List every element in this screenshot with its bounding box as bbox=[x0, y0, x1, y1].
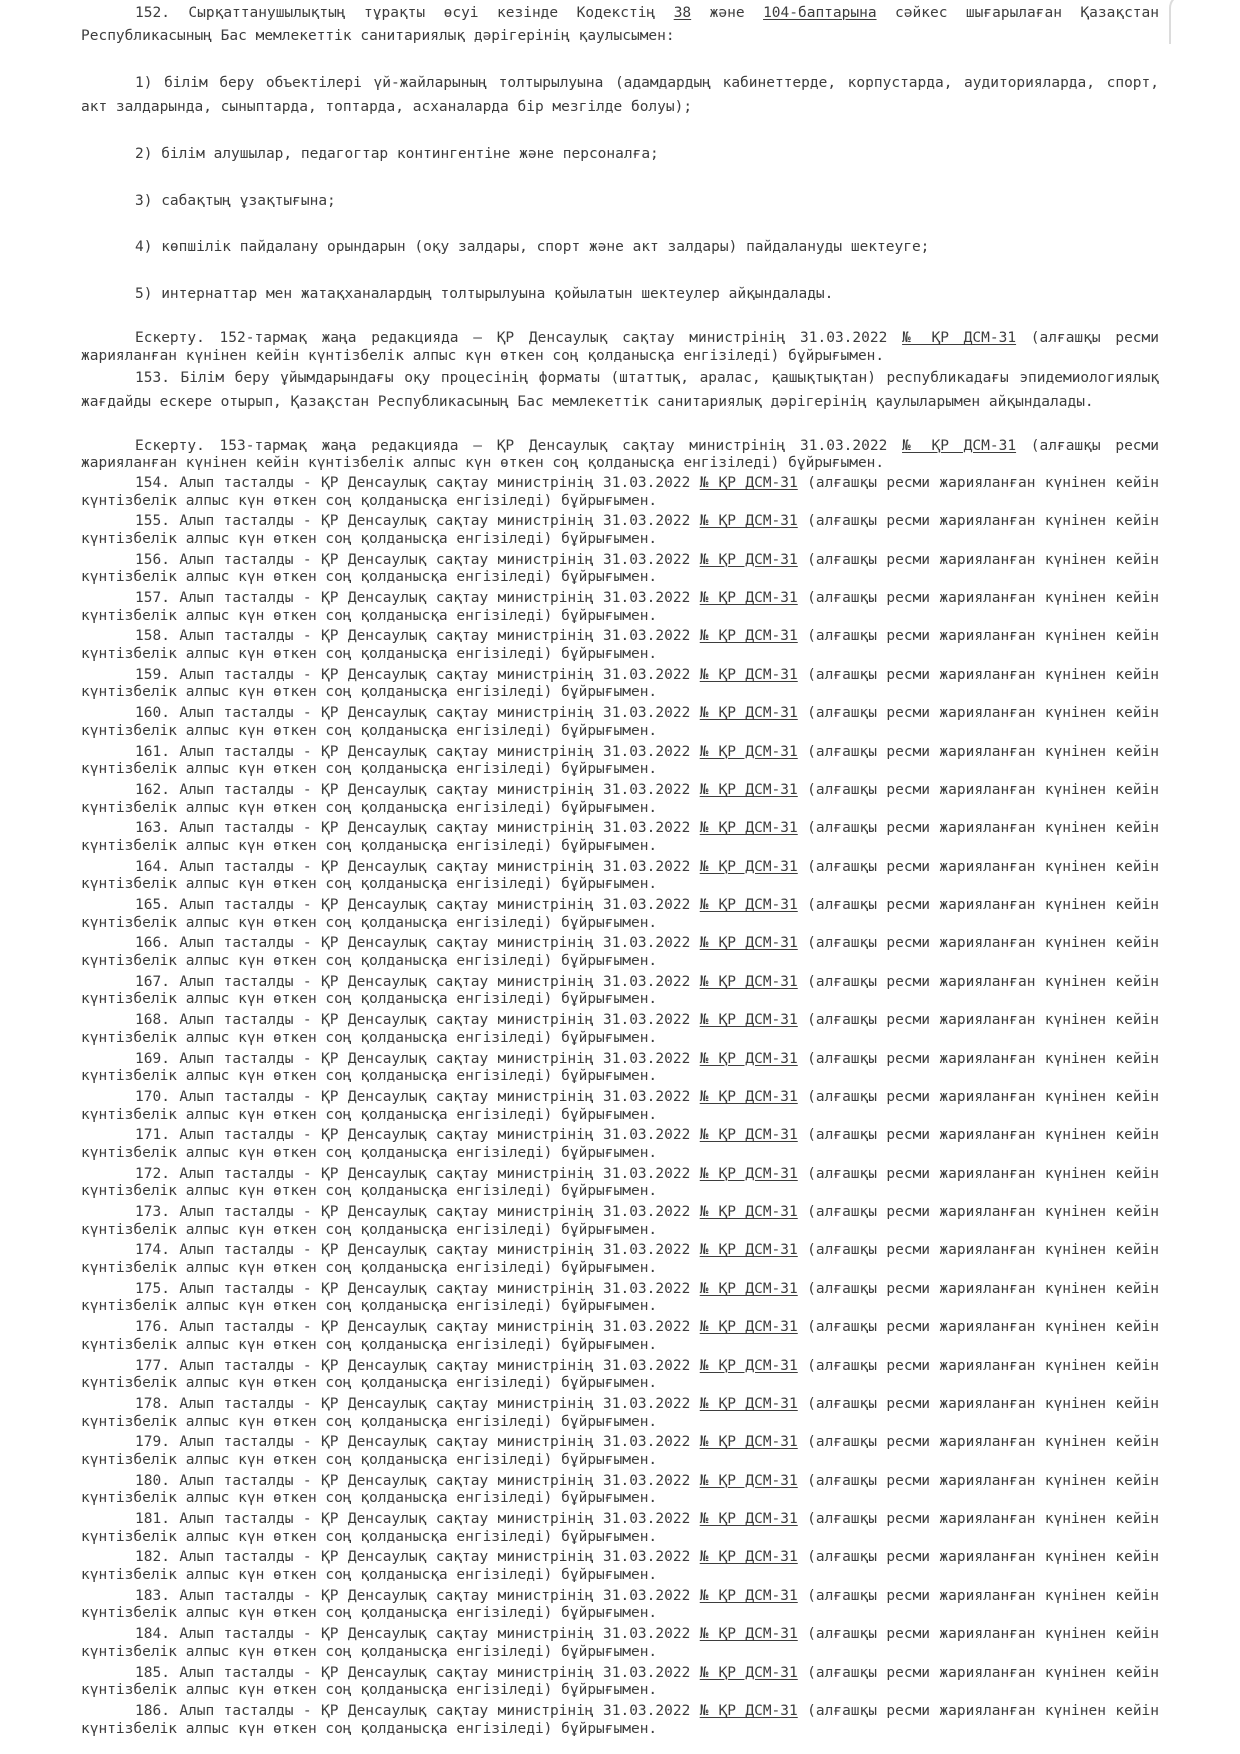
order-dsm-31-link[interactable]: № ҚР ДСМ-31 bbox=[699, 1664, 798, 1681]
paragraph-text: 155. Алып тасталды - ҚР Денсаулық сақтау министрінің 31.03.2022 bbox=[135, 513, 700, 530]
deleted-item-175 bbox=[81, 1281, 1159, 1316]
deleted-item-158 bbox=[81, 628, 1159, 663]
deleted-item-182 bbox=[81, 1549, 1159, 1584]
order-dsm-31-link[interactable]: № ҚР ДСМ-31 bbox=[699, 628, 798, 645]
order-dsm-31-link[interactable]: № ҚР ДСМ-31 bbox=[699, 858, 798, 875]
paragraph-text: 159. Алып тасталды - ҚР Денсаулық сақтау министрінің 31.03.2022 bbox=[135, 666, 700, 683]
paragraph-text: 181. Алып тасталды - ҚР Денсаулық сақтау министрінің 31.03.2022 bbox=[135, 1511, 700, 1528]
deleted-item-185 bbox=[81, 1665, 1159, 1700]
paragraph-text: 167. Алып тасталды - ҚР Денсаулық сақтау министрінің 31.03.2022 bbox=[135, 973, 700, 990]
deleted-item-155 bbox=[81, 513, 1159, 548]
paragraph-text: (алғашқы ресми жарияланған күнінен кейін күнтізбелік алпыс күн өткен соң қолданысқа енгізіледі) бұйрығымен. bbox=[81, 474, 1160, 509]
deleted-item-179 bbox=[81, 1434, 1159, 1469]
order-dsm-31-link[interactable]: № ҚР ДСМ-31 bbox=[699, 513, 798, 530]
order-dsm-31-link[interactable]: № ҚР ДСМ-31 bbox=[699, 1012, 798, 1029]
paragraph-text: (алғашқы ресми жарияланған күнінен кейін күнтізбелік алпыс күн өткен соң қолданысқа енгізіледі) бұйрығымен. bbox=[81, 1280, 1160, 1315]
order-dsm-31-link[interactable]: № ҚР ДСМ-31 bbox=[699, 1626, 798, 1643]
paragraph-text: (алғашқы ресми жарияланған күнінен кейін күнтізбелік алпыс күн өткен соң қолданысқа енгізіледі) бұйрығымен. bbox=[81, 437, 1159, 472]
order-dsm-31-link[interactable]: № ҚР ДСМ-31 bbox=[699, 743, 798, 760]
paragraph-text: (алғашқы ресми жарияланған күнінен кейін күнтізбелік алпыс күн өткен соң қолданысқа енгізіледі) бұйрығымен. bbox=[81, 1434, 1160, 1468]
paragraph-text: 184. Алып тасталды - ҚР Денсаулық сақтау министрінің 31.03.2022 bbox=[135, 1626, 700, 1643]
deleted-item-160 bbox=[81, 705, 1159, 740]
paragraph-text: 169. Алып тасталды - ҚР Денсаулық сақтау министрінің 31.03.2022 bbox=[135, 1050, 700, 1067]
paragraph-text: (алғашқы ресми жарияланған күнінен кейін күнтізбелік алпыс күн өткен соң қолданысқа енгізіледі) бұйрығымен. bbox=[81, 858, 1160, 893]
list-item-1 bbox=[81, 72, 1159, 119]
paragraph-text: (алғашқы ресми жарияланған күнінен кейін күнтізбелік алпыс күн өткен соң қолданысқа енгізіледі) бұйрығымен. bbox=[81, 1511, 1160, 1545]
paragraph-text: (алғашқы ресми жарияланған күнінен кейін күнтізбелік алпыс күн өткен соң қолданысқа енгізіледі) бұйрығымен. bbox=[81, 330, 1159, 364]
paragraph-text: (алғашқы ресми жарияланған күнінен кейін күнтізбелік алпыс күн өткен соң қолданысқа енгізіледі) бұйрығымен. bbox=[81, 743, 1160, 778]
deleted-item-173 bbox=[81, 1204, 1159, 1239]
order-dsm-31-link[interactable]: № ҚР ДСМ-31 bbox=[699, 1242, 798, 1259]
paragraph-text: 157. Алып тасталды - ҚР Денсаулық сақтау министрінің 31.03.2022 bbox=[135, 590, 700, 607]
paragraph-text: (алғашқы ресми жарияланған күнінен кейін күнтізбелік алпыс күн өткен соң қолданысқа енгізіледі) бұйрығымен. bbox=[81, 1204, 1160, 1238]
paragraph-text: 168. Алып тасталды - ҚР Денсаулық сақтау министрінің 31.03.2022 bbox=[135, 1012, 700, 1029]
order-dsm-31-link[interactable]: № ҚР ДСМ-31 bbox=[699, 1280, 798, 1297]
paragraph-text: 172. Алып тасталды - ҚР Денсаулық сақтау министрінің 31.03.2022 bbox=[135, 1165, 700, 1182]
paragraph-text: 171. Алып тасталды - ҚР Денсаулық сақтау министрінің 31.03.2022 bbox=[135, 1127, 700, 1144]
paragraph-text: (алғашқы ресми жарияланған күнінен кейін күнтізбелік алпыс күн өткен соң қолданысқа енгізіледі) бұйрығымен. bbox=[81, 1702, 1160, 1737]
paragraph-text: (алғашқы ресми жарияланған күнінен кейін күнтізбелік алпыс күн өткен соң қолданысқа енгізіледі) бұйрығымен. bbox=[81, 666, 1160, 701]
paragraph-text: 177. Алып тасталды - ҚР Денсаулық сақтау министрінің 31.03.2022 bbox=[135, 1357, 700, 1374]
deleted-item-176 bbox=[81, 1319, 1159, 1354]
paragraph-text: 166. Алып тасталды - ҚР Денсаулық сақтау министрінің 31.03.2022 bbox=[135, 935, 700, 952]
deleted-item-161 bbox=[81, 744, 1159, 779]
paragraph-text: 175. Алып тасталды - ҚР Денсаулық сақтау министрінің 31.03.2022 bbox=[135, 1280, 700, 1297]
order-dsm-31-link[interactable]: № ҚР ДСМ-31 bbox=[699, 973, 798, 990]
order-dsm-31-link[interactable]: № ҚР ДСМ-31 bbox=[699, 1165, 798, 1182]
paragraph-text: 185. Алып тасталды - ҚР Денсаулық сақтау министрінің 31.03.2022 bbox=[135, 1664, 700, 1681]
paragraph-text: (алғашқы ресми жарияланған күнінен кейін күнтізбелік алпыс күн өткен соң қолданысқа енгізіледі) бұйрығымен. bbox=[81, 781, 1160, 816]
paragraph-text: (алғашқы ресми жарияланған күнінен кейін күнтізбелік алпыс күн өткен соң қолданысқа енгізіледі) бұйрығымен. bbox=[81, 1472, 1160, 1507]
paragraph-text: (алғашқы ресми жарияланған күнінен кейін күнтізбелік алпыс күн өткен соң қолданысқа енгізіледі) бұйрығымен. bbox=[81, 1357, 1160, 1392]
list-item-2 bbox=[81, 143, 1159, 166]
paragraph-text: (алғашқы ресми жарияланған күнінен кейін күнтізбелік алпыс күн өткен соң қолданысқа енгізіледі) бұйрығымен. bbox=[81, 1050, 1160, 1085]
paragraph-text: (алғашқы ресми жарияланған күнінен кейін күнтізбелік алпыс күн өткен соң қолданысқа енгізіледі) бұйрығымен. bbox=[81, 973, 1160, 1008]
paragraph-text: және bbox=[691, 5, 764, 21]
paragraph-153 bbox=[81, 367, 1159, 414]
paragraph-text: 158. Алып тасталды - ҚР Денсаулық сақтау министрінің 31.03.2022 bbox=[135, 628, 700, 645]
list-item-5 bbox=[81, 283, 1159, 306]
note-152 bbox=[81, 330, 1159, 365]
deleted-item-163 bbox=[81, 820, 1159, 855]
paragraph-text: 161. Алып тасталды - ҚР Денсаулық сақтау министрінің 31.03.2022 bbox=[135, 743, 700, 760]
paragraph-text: (алғашқы ресми жарияланған күнінен кейін күнтізбелік алпыс күн өткен соң қолданысқа енгізіледі) бұйрығымен. bbox=[81, 1165, 1160, 1200]
order-dsm-31-link[interactable]: № ҚР ДСМ-31 bbox=[699, 474, 798, 491]
paragraph-text: (алғашқы ресми жарияланған күнінен кейін күнтізбелік алпыс күн өткен соң қолданысқа енгізіледі) бұйрығымен. bbox=[81, 1127, 1160, 1161]
paragraph-text: 4) көпшілік пайдалану орындарын (оқу залдары, спорт және акт залдары) пайдалануды шектеуге; bbox=[135, 239, 930, 256]
order-dsm-31-link[interactable]: № ҚР ДСМ-31 bbox=[699, 1088, 798, 1105]
order-dsm-31-link[interactable]: № ҚР ДСМ-31 bbox=[699, 820, 798, 837]
paragraph-text: 186. Алып тасталды - ҚР Денсаулық сақтау министрінің 31.03.2022 bbox=[135, 1702, 700, 1719]
paragraph-text: 153. Білім беру ұйымдарындағы оқу процесінің форматы (штаттық, аралас, қашықтықтан) республикадағы эпидемиологиялық жағдайды ескере отырып, Қазақстан Республикасының Бас мемлекеттік санитариялық дәрігерінің қаулыларымен айқындалады. bbox=[81, 370, 1159, 410]
deleted-item-171 bbox=[81, 1127, 1159, 1162]
paragraph-text: 165. Алып тасталды - ҚР Денсаулық сақтау министрінің 31.03.2022 bbox=[135, 897, 700, 914]
paragraph-text: (алғашқы ресми жарияланған күнінен кейін күнтізбелік алпыс күн өткен соң қолданысқа енгізіледі) бұйрығымен. bbox=[81, 590, 1160, 624]
paragraph-text: (алғашқы ресми жарияланған күнінен кейін күнтізбелік алпыс күн өткен соң қолданысқа енгізіледі) бұйрығымен. bbox=[81, 1549, 1160, 1584]
paragraph-text: (алғашқы ресми жарияланған күнінен кейін күнтізбелік алпыс күн өткен соң қолданысқа енгізіледі) бұйрығымен. bbox=[81, 1242, 1160, 1277]
deleted-item-157 bbox=[81, 590, 1159, 625]
article-38-link[interactable]: 38 bbox=[673, 5, 692, 21]
paragraph-text: 182. Алып тасталды - ҚР Денсаулық сақтау министрінің 31.03.2022 bbox=[135, 1549, 700, 1566]
deleted-item-181 bbox=[81, 1511, 1159, 1546]
order-dsm-31-link[interactable]: № ҚР ДСМ-31 bbox=[699, 1395, 798, 1412]
deleted-item-165 bbox=[81, 897, 1159, 932]
paragraph-text: (алғашқы ресми жарияланған күнінен кейін күнтізбелік алпыс күн өткен соң қолданысқа енгізіледі) бұйрығымен. bbox=[81, 551, 1160, 586]
deleted-item-166 bbox=[81, 935, 1159, 970]
order-dsm-31-link[interactable]: № ҚР ДСМ-31 bbox=[902, 437, 1017, 454]
paragraph-text: 174. Алып тасталды - ҚР Денсаулық сақтау министрінің 31.03.2022 bbox=[135, 1242, 700, 1259]
deleted-item-178 bbox=[81, 1396, 1159, 1431]
paragraph-text: (алғашқы ресми жарияланған күнінен кейін күнтізбелік алпыс күн өткен соң қолданысқа енгізіледі) бұйрығымен. bbox=[81, 705, 1160, 739]
paragraph-text: (алғашқы ресми жарияланған күнінен кейін күнтізбелік алпыс күн өткен соң қолданысқа енгізіледі) бұйрығымен. bbox=[81, 820, 1160, 854]
order-dsm-31-link[interactable]: № ҚР ДСМ-31 bbox=[699, 781, 798, 798]
order-dsm-31-link[interactable]: № ҚР ДСМ-31 bbox=[699, 935, 798, 952]
deleted-item-154 bbox=[81, 475, 1159, 510]
deleted-item-159 bbox=[81, 667, 1159, 702]
deleted-item-177 bbox=[81, 1358, 1159, 1393]
paragraph-text: (алғашқы ресми жарияланған күнінен кейін күнтізбелік алпыс күн өткен соң қолданысқа енгізіледі) бұйрығымен. bbox=[81, 1088, 1160, 1123]
paragraph-text: 179. Алып тасталды - ҚР Денсаулық сақтау министрінің 31.03.2022 bbox=[135, 1434, 700, 1451]
paragraph-text: 1) білім беру объектілері үй-жайларының толтырылуына (адамдардың кабинеттерде, корпустарда, аудиторияларда, спорт, акт залдарында, сыныптарда, топтарда, асханаларда бір мезгілде болуы); bbox=[81, 75, 1159, 115]
deleted-item-183 bbox=[81, 1588, 1159, 1623]
deleted-item-186 bbox=[81, 1703, 1159, 1738]
paragraph-text: 5) интернаттар мен жатақханалардың толтырылуына қойылатын шектеулер айқындалады. bbox=[135, 286, 834, 303]
paragraph-text: 176. Алып тасталды - ҚР Денсаулық сақтау министрінің 31.03.2022 bbox=[135, 1319, 700, 1336]
deleted-item-169 bbox=[81, 1051, 1159, 1086]
order-dsm-31-link[interactable]: № ҚР ДСМ-31 bbox=[902, 330, 1017, 347]
paragraph-152 bbox=[81, 2, 1159, 49]
deleted-item-164 bbox=[81, 859, 1159, 894]
order-dsm-31-link[interactable]: № ҚР ДСМ-31 bbox=[699, 666, 798, 683]
paragraph-text: 3) сабақтың ұзақтығына; bbox=[135, 192, 336, 209]
order-dsm-31-link[interactable]: № ҚР ДСМ-31 bbox=[699, 590, 798, 607]
paragraph-text: (алғашқы ресми жарияланған күнінен кейін күнтізбелік алпыс күн өткен соң қолданысқа енгізіледі) бұйрығымен. bbox=[81, 1587, 1160, 1622]
order-dsm-31-link[interactable]: № ҚР ДСМ-31 bbox=[699, 1204, 798, 1221]
order-dsm-31-link[interactable]: № ҚР ДСМ-31 bbox=[699, 705, 798, 722]
order-dsm-31-link[interactable]: № ҚР ДСМ-31 bbox=[699, 1511, 798, 1528]
paragraph-text: 152. Сырқаттанушылықтың тұрақты өсуі кезінде Кодекстің bbox=[135, 5, 674, 21]
paragraph-text: 160. Алып тасталды - ҚР Денсаулық сақтау министрінің 31.03.2022 bbox=[135, 705, 700, 722]
paragraph-text: (алғашқы ресми жарияланған күнінен кейін күнтізбелік алпыс күн өткен соң қолданысқа енгізіледі) бұйрығымен. bbox=[81, 1395, 1160, 1430]
deleted-item-168 bbox=[81, 1012, 1159, 1047]
paragraph-text: 173. Алып тасталды - ҚР Денсаулық сақтау министрінің 31.03.2022 bbox=[135, 1204, 700, 1221]
deleted-item-174 bbox=[81, 1242, 1159, 1277]
paragraph-text: 180. Алып тасталды - ҚР Денсаулық сақтау министрінің 31.03.2022 bbox=[135, 1472, 700, 1489]
order-dsm-31-link[interactable]: № ҚР ДСМ-31 bbox=[699, 1050, 798, 1067]
paragraph-text: 154. Алып тасталды - ҚР Денсаулық сақтау министрінің 31.03.2022 bbox=[135, 474, 700, 491]
paragraph-text: (алғашқы ресми жарияланған күнінен кейін күнтізбелік алпыс күн өткен соң қолданысқа енгізіледі) бұйрығымен. bbox=[81, 897, 1160, 931]
order-dsm-31-link[interactable]: № ҚР ДСМ-31 bbox=[699, 1357, 798, 1374]
deleted-item-180 bbox=[81, 1473, 1159, 1508]
order-dsm-31-link[interactable]: № ҚР ДСМ-31 bbox=[699, 1319, 798, 1336]
order-dsm-31-link[interactable]: № ҚР ДСМ-31 bbox=[699, 1587, 798, 1604]
paragraph-text: (алғашқы ресми жарияланған күнінен кейін күнтізбелік алпыс күн өткен соң қолданысқа енгізіледі) бұйрығымен. bbox=[81, 1319, 1160, 1353]
order-dsm-31-link[interactable]: № ҚР ДСМ-31 bbox=[699, 1702, 798, 1719]
list-item-4 bbox=[81, 236, 1159, 259]
note-153 bbox=[81, 438, 1159, 473]
deleted-item-162 bbox=[81, 782, 1159, 817]
paragraph-text: 162. Алып тасталды - ҚР Денсаулық сақтау министрінің 31.03.2022 bbox=[135, 781, 700, 798]
paragraph-text: 156. Алып тасталды - ҚР Денсаулық сақтау министрінің 31.03.2022 bbox=[135, 551, 700, 568]
paragraph-text: 163. Алып тасталды - ҚР Денсаулық сақтау министрінің 31.03.2022 bbox=[135, 820, 700, 837]
paragraph-text: (алғашқы ресми жарияланған күнінен кейін күнтізбелік алпыс күн өткен соң қолданысқа енгізіледі) бұйрығымен. bbox=[81, 1626, 1160, 1660]
order-dsm-31-link[interactable]: № ҚР ДСМ-31 bbox=[699, 1127, 798, 1144]
order-dsm-31-link[interactable]: № ҚР ДСМ-31 bbox=[699, 1549, 798, 1566]
order-dsm-31-link[interactable]: № ҚР ДСМ-31 bbox=[699, 551, 798, 568]
deleted-item-167 bbox=[81, 974, 1159, 1009]
order-dsm-31-link[interactable]: № ҚР ДСМ-31 bbox=[699, 897, 798, 914]
deleted-item-172 bbox=[81, 1166, 1159, 1201]
deleted-item-156 bbox=[81, 552, 1159, 587]
paragraph-text: 170. Алып тасталды - ҚР Денсаулық сақтау министрінің 31.03.2022 bbox=[135, 1088, 700, 1105]
paragraph-text: 178. Алып тасталды - ҚР Денсаулық сақтау министрінің 31.03.2022 bbox=[135, 1395, 700, 1412]
paragraph-text: 183. Алып тасталды - ҚР Денсаулық сақтау министрінің 31.03.2022 bbox=[135, 1587, 700, 1604]
paragraph-text: (алғашқы ресми жарияланған күнінен кейін күнтізбелік алпыс күн өткен соң қолданысқа енгізіледі) бұйрығымен. bbox=[81, 1664, 1160, 1699]
paragraph-text: Ескерту. 152-тармақ жаңа редакцияда – ҚР Денсаулық сақтау министрінің 31.03.2022 bbox=[135, 330, 903, 347]
article-104-link[interactable]: 104-баптарына bbox=[763, 5, 877, 21]
paragraph-text: сәйкес шығарылаған Қазақстан Республикасының Бас мемлекеттік санитариялық дәрігерінің қаулысымен: bbox=[81, 5, 1159, 45]
paragraph-text: 2) білім алушылар, педагогтар контингентіне және персоналға; bbox=[135, 145, 659, 162]
paragraph-text: (алғашқы ресми жарияланған күнінен кейін күнтізбелік алпыс күн өткен соң қолданысқа енгізіледі) бұйрығымен. bbox=[81, 628, 1160, 663]
paragraph-text: (алғашқы ресми жарияланған күнінен кейін күнтізбелік алпыс күн өткен соң қолданысқа енгізіледі) бұйрығымен. bbox=[81, 513, 1160, 547]
order-dsm-31-link[interactable]: № ҚР ДСМ-31 bbox=[699, 1434, 798, 1451]
paragraph-text: (алғашқы ресми жарияланған күнінен кейін күнтізбелік алпыс күн өткен соң қолданысқа енгізіледі) бұйрығымен. bbox=[81, 1012, 1160, 1046]
paragraph-text: 164. Алып тасталды - ҚР Денсаулық сақтау министрінің 31.03.2022 bbox=[135, 858, 700, 875]
deleted-item-184 bbox=[81, 1626, 1159, 1661]
order-dsm-31-link[interactable]: № ҚР ДСМ-31 bbox=[699, 1472, 798, 1489]
deleted-item-170 bbox=[81, 1089, 1159, 1124]
list-item-3 bbox=[81, 190, 1159, 213]
paragraph-text: Ескерту. 153-тармақ жаңа редакцияда – ҚР Денсаулық сақтау министрінің 31.03.2022 bbox=[135, 437, 903, 454]
paragraph-text: (алғашқы ресми жарияланған күнінен кейін күнтізбелік алпыс күн өткен соң қолданысқа енгізіледі) бұйрығымен. bbox=[81, 935, 1160, 970]
